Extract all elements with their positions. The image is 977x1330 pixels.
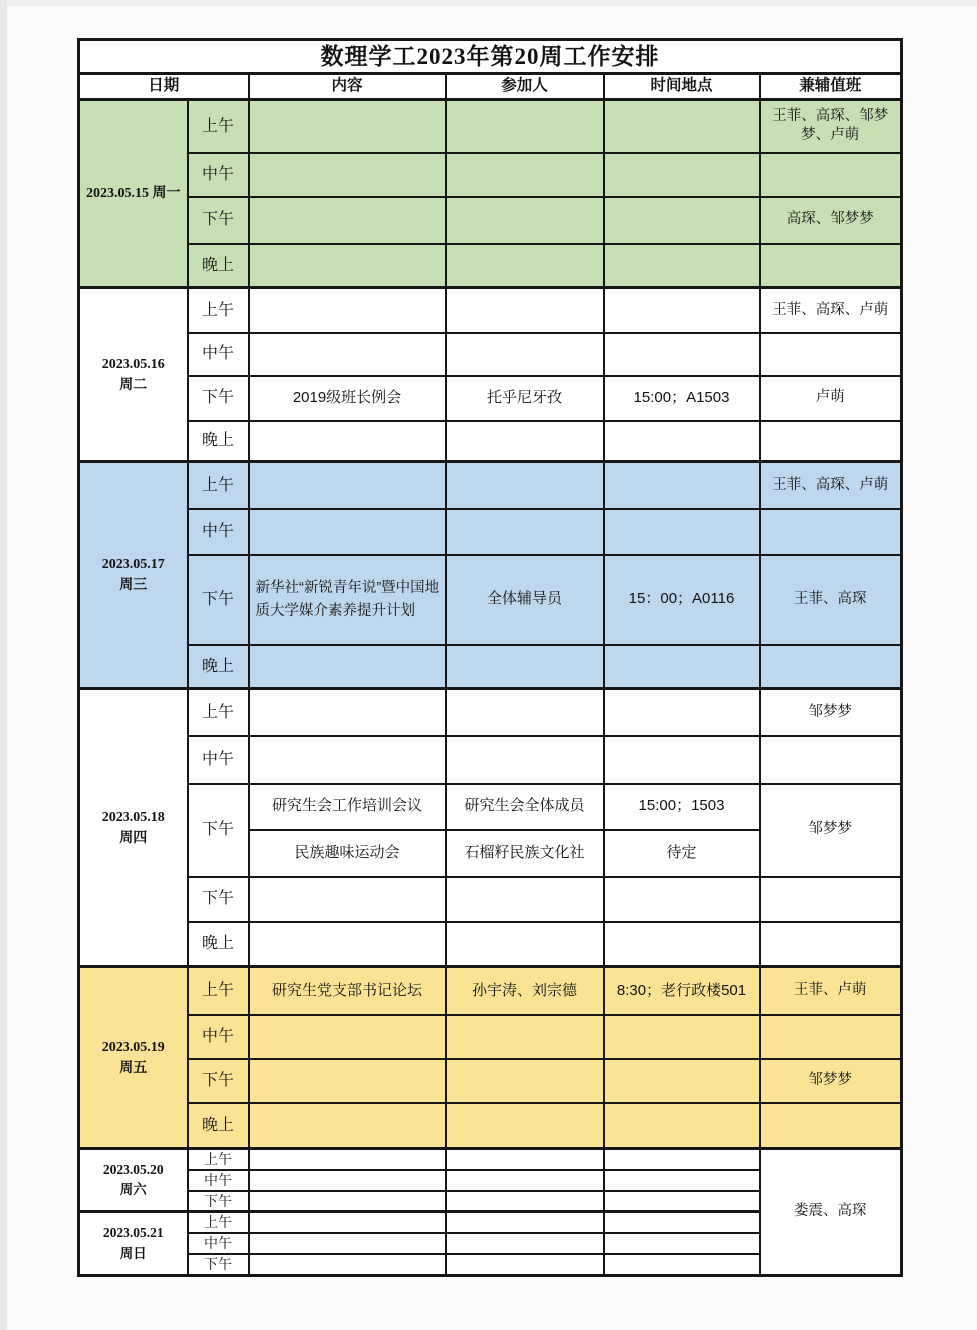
participants-cell [446,1212,604,1233]
participants-cell [446,922,604,967]
duty-cell [760,509,902,555]
content-cell [249,288,446,333]
duty-cell [760,153,902,197]
duty-cell [760,877,902,922]
participants-cell [446,1191,604,1212]
participants-cell [446,244,604,288]
duty-cell: 邹梦梦 [760,784,902,877]
slot-cell: 上午 [188,1149,249,1170]
content-cell: 2019级班长例会 [249,376,446,421]
duty-cell [760,645,902,689]
duty-cell: 王菲、卢萌 [760,967,902,1015]
content-cell [249,509,446,555]
slot-cell: 下午 [188,784,249,877]
participants-cell [446,877,604,922]
content-cell [249,462,446,509]
participants-cell [446,462,604,509]
participants-cell [446,288,604,333]
content-cell [249,1059,446,1103]
participants-cell [446,1103,604,1149]
time-place-cell [604,736,760,784]
participants-cell [446,689,604,736]
slot-cell: 晚上 [188,645,249,689]
slot-cell: 下午 [188,197,249,244]
participants-cell [446,100,604,153]
date-cell-friday: 2023.05.19 周五 [79,967,188,1149]
time-place-cell [604,1059,760,1103]
slot-cell: 上午 [188,462,249,509]
content-cell [249,1233,446,1254]
slot-cell: 下午 [188,376,249,421]
time-place-cell [604,1170,760,1191]
content-cell [249,1212,446,1233]
content-cell: 民族趣味运动会 [249,830,446,877]
content-cell [249,1254,446,1276]
slot-cell: 上午 [188,1212,249,1233]
slot-cell: 上午 [188,288,249,333]
time-place-cell [604,922,760,967]
duty-cell: 王菲、高琛、卢萌 [760,288,902,333]
content-cell [249,1170,446,1191]
time-place-cell [604,1149,760,1170]
slot-cell: 中午 [188,736,249,784]
content-cell: 研究生会工作培训会议 [249,784,446,830]
slot-cell: 上午 [188,100,249,153]
time-place-cell [604,288,760,333]
col-header-duty: 兼辅值班 [760,74,902,100]
duty-cell: 高琛、邹梦梦 [760,197,902,244]
time-place-cell [604,1212,760,1233]
slot-cell: 中午 [188,153,249,197]
time-place-cell [604,244,760,288]
participants-cell: 全体辅导员 [446,555,604,645]
weekly-schedule-table [77,38,903,1277]
date-cell-saturday: 2023.05.20 周六 [79,1149,188,1212]
duty-cell: 邹梦梦 [760,689,902,736]
slot-cell: 下午 [188,1059,249,1103]
content-cell [249,1015,446,1059]
time-place-cell [604,1103,760,1149]
duty-cell [760,333,902,376]
slot-cell: 晚上 [188,922,249,967]
duty-cell [760,421,902,462]
time-place-cell [604,1254,760,1276]
duty-cell-weekend: 娄震、高琛 [760,1149,902,1276]
slot-cell: 晚上 [188,421,249,462]
col-header-content: 内容 [249,74,446,100]
slot-cell: 中午 [188,1015,249,1059]
content-cell: 新华社“新锐青年说”暨中国地质大学媒介素养提升计划 [249,555,446,645]
content-cell [249,645,446,689]
content-cell [249,244,446,288]
participants-cell [446,645,604,689]
page-title: 数理学工2023年第20周工作安排 [79,40,902,74]
content-cell [249,1149,446,1170]
participants-cell [446,1233,604,1254]
participants-cell: 托乎尼牙孜 [446,376,604,421]
col-header-date: 日期 [79,74,249,100]
time-place-cell: 待定 [604,830,760,877]
time-place-cell [604,421,760,462]
slot-cell: 中午 [188,1233,249,1254]
content-cell [249,736,446,784]
duty-cell [760,1103,902,1149]
participants-cell [446,1170,604,1191]
time-place-cell [604,333,760,376]
date-cell-sunday: 2023.05.21 周日 [79,1212,188,1276]
page-edge-shadow [0,0,977,6]
time-place-cell [604,877,760,922]
slot-cell: 上午 [188,689,249,736]
date-cell-monday: 2023.05.15 周一 [79,100,188,288]
content-cell [249,197,446,244]
slot-cell: 中午 [188,333,249,376]
time-place-cell [604,1233,760,1254]
participants-cell [446,1149,604,1170]
time-place-cell [604,100,760,153]
participants-cell [446,1059,604,1103]
participants-cell [446,1254,604,1276]
time-place-cell [604,509,760,555]
duty-cell: 王菲、高琛、邹梦梦、卢萌 [760,100,902,153]
time-place-cell [604,153,760,197]
content-cell [249,877,446,922]
slot-cell: 晚上 [188,1103,249,1149]
col-header-participants: 参加人 [446,74,604,100]
time-place-cell [604,462,760,509]
slot-cell: 中午 [188,1170,249,1191]
duty-cell: 卢萌 [760,376,902,421]
content-cell [249,153,446,197]
date-cell-wednesday: 2023.05.17 周三 [79,462,188,689]
content-cell: 研究生党支部书记论坛 [249,967,446,1015]
participants-cell [446,197,604,244]
duty-cell: 王菲、高琛、卢萌 [760,462,902,509]
slot-cell: 晚上 [188,244,249,288]
content-cell [249,922,446,967]
participants-cell [446,1015,604,1059]
slot-cell: 下午 [188,1254,249,1276]
participants-cell [446,333,604,376]
slot-cell: 下午 [188,1191,249,1212]
participants-cell: 孙宇涛、刘宗德 [446,967,604,1015]
time-place-cell [604,1015,760,1059]
duty-cell: 王菲、高琛 [760,555,902,645]
date-cell-thursday: 2023.05.18 周四 [79,689,188,967]
participants-cell [446,421,604,462]
content-cell [249,1103,446,1149]
duty-cell [760,244,902,288]
time-place-cell [604,1191,760,1212]
participants-cell: 研究生会全体成员 [446,784,604,830]
slot-cell: 下午 [188,555,249,645]
time-place-cell: 15：00；A0116 [604,555,760,645]
page-edge-shadow [0,0,7,1330]
participants-cell: 石榴籽民族文化社 [446,830,604,877]
content-cell [249,333,446,376]
participants-cell [446,509,604,555]
time-place-cell [604,689,760,736]
content-cell [249,1191,446,1212]
content-cell [249,100,446,153]
slot-cell: 上午 [188,967,249,1015]
duty-cell [760,1015,902,1059]
duty-cell [760,922,902,967]
date-cell-tuesday: 2023.05.16 周二 [79,288,188,462]
time-place-cell: 8:30；老行政楼501 [604,967,760,1015]
participants-cell [446,736,604,784]
slot-cell: 下午 [188,877,249,922]
duty-cell [760,736,902,784]
time-place-cell [604,645,760,689]
slot-cell: 中午 [188,509,249,555]
time-place-cell: 15:00；A1503 [604,376,760,421]
col-header-time-place: 时间地点 [604,74,760,100]
content-cell [249,689,446,736]
content-cell [249,421,446,462]
time-place-cell [604,197,760,244]
time-place-cell: 15:00；1503 [604,784,760,830]
participants-cell [446,153,604,197]
duty-cell: 邹梦梦 [760,1059,902,1103]
